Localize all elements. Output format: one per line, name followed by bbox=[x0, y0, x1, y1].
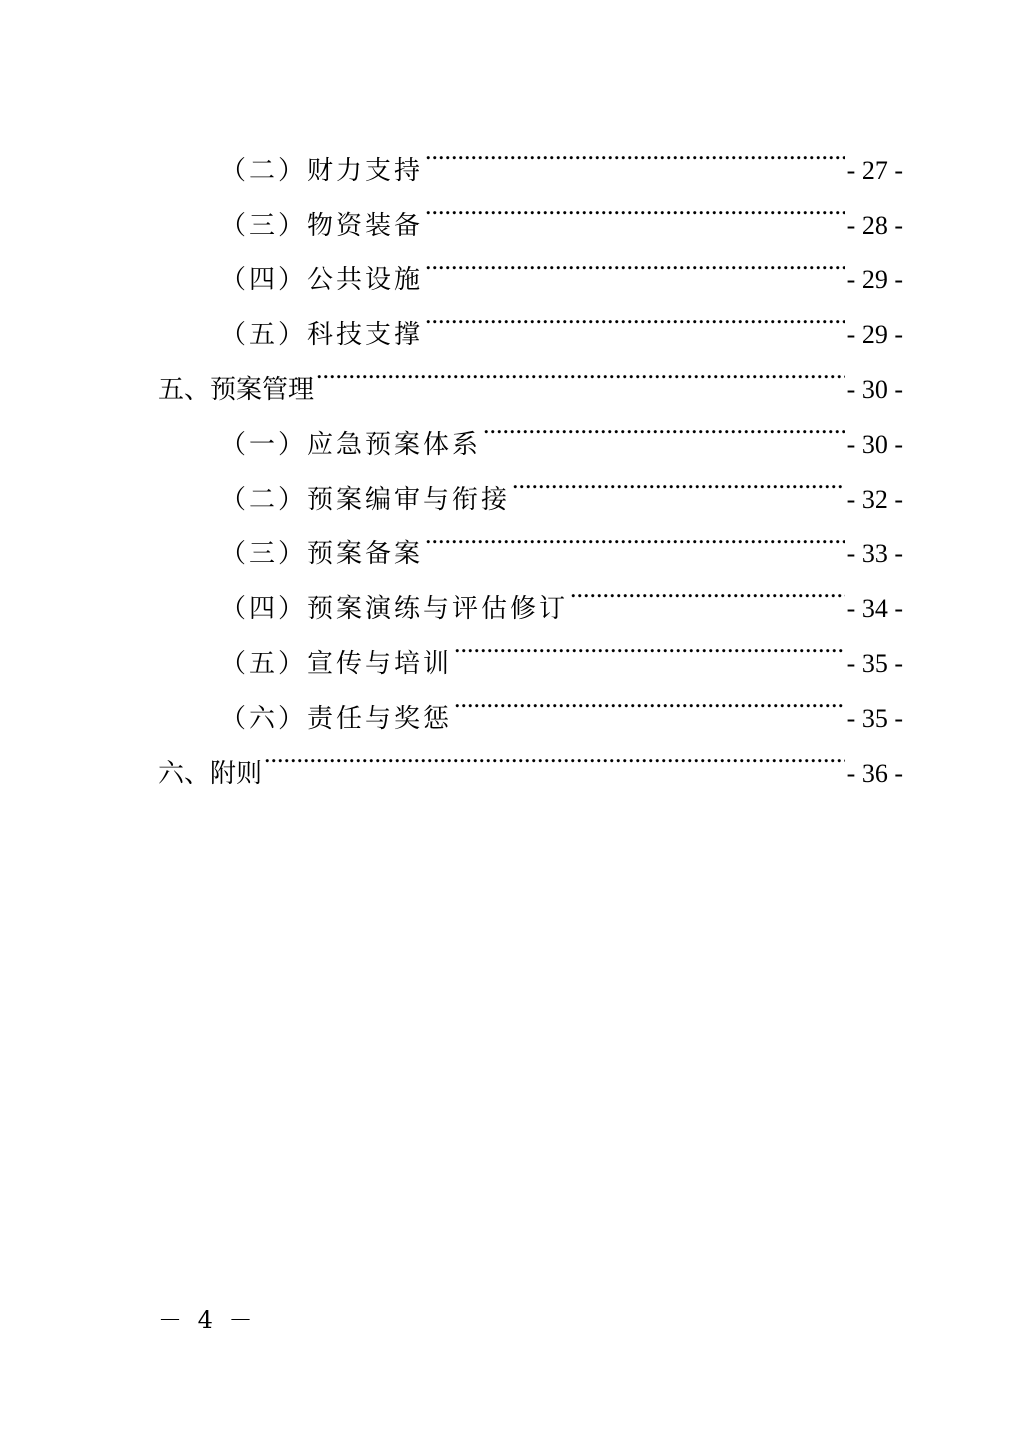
toc-entry-title: （三）物资装备 bbox=[220, 210, 424, 241]
toc-entry-title: （五）科技支撑 bbox=[220, 320, 424, 351]
toc-dot-leader bbox=[425, 508, 845, 563]
toc-dot-leader bbox=[483, 398, 845, 453]
toc-dot-leader bbox=[512, 453, 845, 508]
toc-entry-title: （四）预案演练与评估修订 bbox=[220, 594, 569, 625]
toc-entry-title: （一）应急预案体系 bbox=[220, 429, 482, 460]
toc-entry-page: - 35 - bbox=[846, 703, 903, 733]
toc-entry[interactable] bbox=[158, 124, 903, 186]
toc-entry-page: - 30 - bbox=[846, 429, 903, 459]
toc-entry-title: 六、附则 bbox=[158, 758, 263, 789]
toc-entry-page: - 35 - bbox=[846, 648, 903, 678]
toc-dot-leader bbox=[316, 343, 845, 398]
toc-dot-leader bbox=[425, 234, 845, 289]
toc-entry-title: （五）宣传与培训 bbox=[220, 648, 453, 679]
toc-entry-page: - 27 - bbox=[846, 155, 903, 185]
page-number: － 4 － bbox=[158, 1306, 257, 1334]
toc-entry-title: （四）公共设施 bbox=[220, 265, 424, 296]
toc-dot-leader bbox=[570, 562, 845, 617]
toc-entry-title: （六）责任与奖惩 bbox=[220, 703, 453, 734]
toc-entry-page: - 33 - bbox=[846, 539, 903, 569]
toc-dot-leader bbox=[454, 672, 845, 727]
toc-dot-leader bbox=[264, 727, 845, 782]
toc-dot-leader bbox=[425, 124, 845, 179]
toc-entry-page: - 36 - bbox=[846, 758, 903, 788]
toc-entry-page: - 30 - bbox=[846, 374, 903, 404]
toc-entry-page: - 28 - bbox=[846, 210, 903, 240]
toc-entry-title: （二）财力支持 bbox=[220, 155, 424, 186]
toc-section-entry[interactable] bbox=[158, 727, 903, 789]
toc-entry-title: （二）预案编审与衔接 bbox=[220, 484, 511, 515]
toc-entry-page: - 32 - bbox=[846, 484, 903, 514]
toc-entry-page: - 29 - bbox=[846, 320, 903, 350]
toc-entry-title: 五、预案管理 bbox=[158, 374, 315, 405]
toc-dot-leader bbox=[425, 179, 845, 234]
toc-dot-leader bbox=[454, 617, 845, 672]
toc-entry-page: - 29 - bbox=[846, 265, 903, 295]
toc-entry-page: - 34 - bbox=[846, 594, 903, 624]
toc-entry-title: （三）预案备案 bbox=[220, 539, 424, 570]
toc-dot-leader bbox=[425, 288, 845, 343]
table-of-contents bbox=[158, 124, 903, 789]
